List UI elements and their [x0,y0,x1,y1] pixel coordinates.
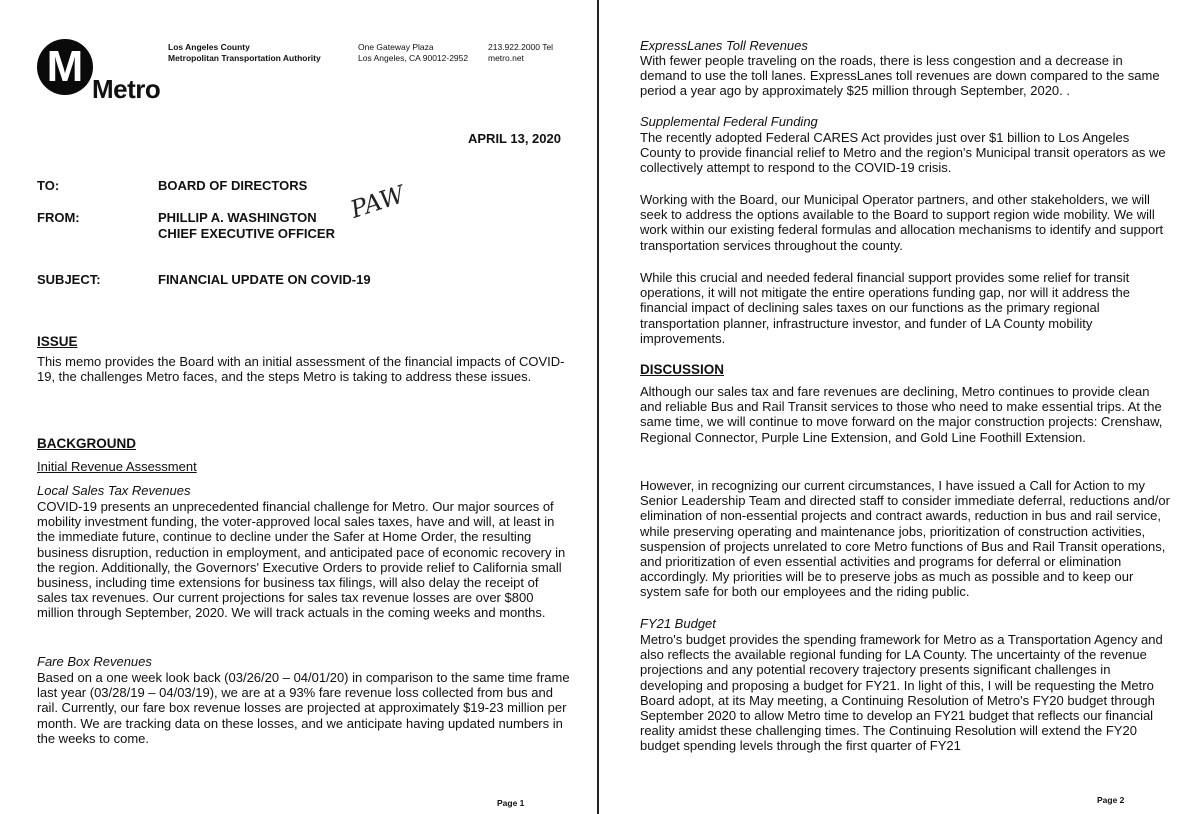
initial-assessment-subheading: Initial Revenue Assessment [37,459,197,474]
local-sales-heading: Local Sales Tax Revenues [37,483,191,498]
issue-heading: ISSUE [37,334,78,349]
to-label: TO: [37,178,60,193]
call-for-action-paragraph: However, in recognizing our current circumstances, I have issued a Call for Action to my Senior Leadership Team and directed staff to consider immediate deferral, reductions and/or elimination of non-essential projects and contract awards, reduction in bus and rail service, while preserving operating and maintenance jobs, prioritization of construction activities, suspension of projects unrelated to core Metro functions of Bus and Rail Transit operations, and prioritization of even essential activities and programs for deferral or elimination accordingly. My priorities will be to preserve jobs as much as possible and to keep our system safe for both our employees and the riding public. [640,478,1170,600]
memo-page-2 [600,0,1200,814]
memo-date: APRIL 13, 2020 [468,131,561,146]
background-heading: BACKGROUND [37,436,136,451]
page-number-1: Page 1 [497,798,525,808]
to-value: BOARD OF DIRECTORS [158,178,308,193]
fy21-budget-heading: FY21 Budget [640,616,716,631]
federal-funding-heading: Supplemental Federal Funding [640,114,818,129]
local-sales-paragraph: COVID-19 presents an unprecedented financial challenge for Metro. Our major sources of mobility investment funding, the voter-approved local sales taxes, have and will, at least in the immediate future, continue to decline under the Safer at Home Order, the resulting business disruption, reduction in employment, and anticipated pace of economic recovery in the region. Additionally, the Governors' Executive Orders to provide relief to California small business, including time extensions for business tax filings, will also delay the receipt of sales tax revenues. Our current projections for sales tax revenue losses are over $800 million through September, 2020. We will track actuals in the coming weeks and months. [37,499,566,621]
from-value: PHILLIP A. WASHINGTON CHIEF EXECUTIVE OFFICER [158,210,335,241]
farebox-paragraph: Based on a one week look back (03/26/20 – 04/01/20) in comparison to the same time frame last year (03/28/19 – 04/03/19), we are at a 93% fare revenue loss collected from bus and rail. Currently, our fare box revenue losses are projected at approximately $19-23 million per month. We are tracking data on these losses, and we anticipate having updated numbers in the weeks to come. [37,670,570,746]
fy21-budget-paragraph: Metro's budget provides the spending framework for Metro as a Transportation Agency and also reflects the available regional funding for LA County. The uncertainty of the revenue projections and any potential recovery trajectory presents significant challenges in developing and proposing a budget for FY21. In light of this, I will be requesting the Metro Board adopt, at its May meeting, a Continuing Resolution of Metro's FY20 budget through September 2020 to allow Metro time to develop an FY21 budget that reflects our financial reality amidst these challenging times. The Continuing Resolution will extend the FY20 budget spending levels through the first quarter of FY21 [640,632,1163,754]
metro-wordmark: Metro [92,74,161,104]
handwritten-initials: PAW [347,180,408,224]
page-number-2: Page 2 [1097,795,1125,805]
org-address: One Gateway Plaza Los Angeles, CA 90012-2952 [358,42,469,63]
expresslanes-paragraph: With fewer people traveling on the roads, there is less congestion and a decrease in demand to use the toll lanes. ExpressLanes toll revenues are down compared to the same period a year ago by approximately $25 million through September, 2020. . [640,53,1160,99]
farebox-heading: Fare Box Revenues [37,654,152,669]
subject-label: SUBJECT: [37,272,101,287]
although-paragraph: Although our sales tax and fare revenues are declining, Metro continues to provide clean and reliable Bus and Rail Transit services to those who need to make essential trips. At the same time, we will continue to move forward on the major construction projects: Crenshaw, Regional Connector, Purple Line Extension, and Gold Line Foothill Extension. [640,384,1163,445]
federal-limits-paragraph: While this crucial and needed federal financial support provides some relief for transit operations, it will not mitigate the entire operations funding gap, nor will it address the financial impact of declining sales taxes on our functions as the primary regional transportation planner, infrastructure investor, and funder of LA County mobility improvements. [640,270,1130,346]
subject-value: FINANCIAL UPDATE ON COVID-19 [158,272,371,287]
memo-page-1 [0,0,598,814]
federal-funding-paragraph: The recently adopted Federal CARES Act provides just over $1 billion to Los Angeles County to provide financial relief to Metro and the region's Municipal transit operators as we collectively attempt to respond to the COVID-19 crisis. [640,130,1166,176]
working-paragraph: Working with the Board, our Municipal Operator partners, and other stakeholders, we will seek to address the options available to the Board to support region wide mobility. We will work within our existing federal formulas and allocation mechanisms to identify and support transportation services throughout the county. [640,192,1164,253]
metro-logo-icon: M [37,39,93,95]
discussion-heading: DISCUSSION [640,362,725,377]
issue-paragraph: This memo provides the Board with an initial assessment of the financial impacts of COVID-19, the challenges Metro faces, and the steps Metro is taking to address these issues. [37,354,565,385]
from-label: FROM: [37,210,80,225]
org-name: Los Angeles County Metropolitan Transportation Authority [168,42,321,63]
expresslanes-heading: ExpressLanes Toll Revenues [640,38,808,53]
org-contact: 213.922.2000 Tel metro.net [488,42,554,63]
